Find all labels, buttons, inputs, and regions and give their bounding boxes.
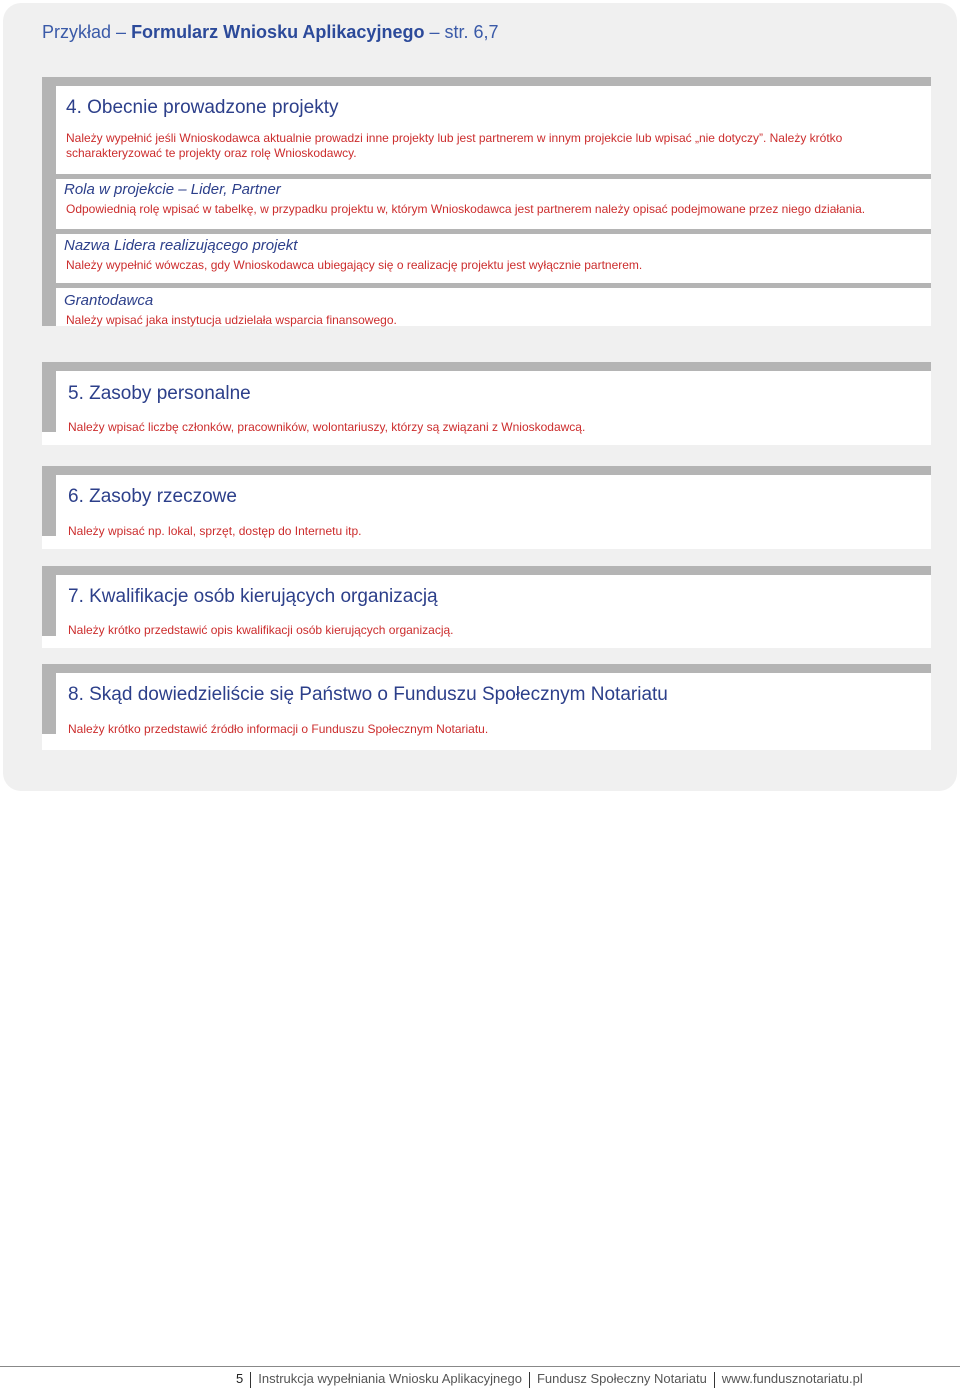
subsection-role-title: Rola w projekcie – Lider, Partner	[64, 181, 281, 198]
section-8-box	[42, 664, 931, 750]
section-4-desc: Należy wypełnić jeśli Wnioskodawca aktualnie prowadzi inne projekty lub jest partnerem w innym projekcie lub wpisać „nie dotyczy”. Należy krótko scharakteryzować te projekty oraz rolę Wnioskodawcy.	[66, 131, 843, 160]
section-6-top-bar	[42, 466, 931, 475]
subsection-leader-desc: Należy wypełnić wówczas, gdy Wnioskodawca ubiegający się o realizację projektu jest wyłącznie partnerem.	[66, 258, 643, 272]
footer-separator	[529, 1372, 530, 1388]
section-5-desc: Należy wpisać liczbę członków, pracowników, wolontariuszy, którzy są związani z Wnioskodawcą.	[68, 420, 586, 434]
subsection-role-desc: Odpowiednią rolę wpisać w tabelkę, w przypadku projektu w, którym Wnioskodawca jest partnerem należy opisać podejmowane przez niego działania.	[66, 202, 866, 216]
footer-separator	[250, 1372, 251, 1388]
section-4-left-bar	[42, 77, 56, 326]
section-8-title: 8. Skąd dowiedzieliście się Państwo o Funduszu Społecznym Notariatu	[68, 684, 668, 705]
footer-separator	[714, 1372, 715, 1388]
section-7-title: 7. Kwalifikacje osób kierujących organizacją	[68, 586, 438, 607]
header-prefix: Przykład –	[42, 22, 127, 42]
header-suffix: – str. 6,7	[429, 22, 499, 42]
page-header	[42, 22, 499, 43]
section-8-desc: Należy krótko przedstawić źródło informacji o Funduszu Społecznym Notariatu.	[68, 722, 489, 736]
section-6-left-bar	[42, 466, 56, 536]
subsection-leader-title: Nazwa Lidera realizującego projekt	[64, 237, 298, 254]
page-number: 5	[236, 1371, 244, 1386]
subsection-grantor-desc: Należy wpisać jaka instytucja udzielała wsparcia finansowego.	[66, 313, 397, 327]
section-4-top-bar	[42, 77, 931, 86]
footer-url-link[interactable]: www.fundusznotariatu.pl	[721, 1371, 863, 1386]
header-title: Formularz Wniosku Aplikacyjnego	[131, 22, 425, 42]
footer-doc-title: Instrukcja wypełniania Wniosku Aplikacyjnego	[258, 1371, 522, 1386]
section-5-top-bar	[42, 362, 931, 371]
section-5-left-bar	[42, 362, 56, 432]
footer-org: Fundusz Społeczny Notariatu	[536, 1371, 707, 1386]
section-7-top-bar	[42, 566, 931, 575]
section-6-desc: Należy wpisać np. lokal, sprzęt, dostęp do Internetu itp.	[68, 524, 362, 538]
subsection-divider	[56, 283, 931, 288]
subsection-grantor-title: Grantodawca	[64, 292, 154, 309]
section-4-title: 4. Obecnie prowadzone projekty	[66, 97, 339, 118]
section-5-title: 5. Zasoby personalne	[68, 383, 251, 404]
section-8-left-bar	[42, 664, 56, 734]
section-7-desc: Należy krótko przedstawić opis kwalifikacji osób kierujących organizacją.	[68, 623, 454, 637]
footer-divider	[0, 1366, 960, 1367]
subsection-divider	[56, 229, 931, 234]
section-7-left-bar	[42, 566, 56, 636]
subsection-divider	[56, 174, 931, 179]
section-8-top-bar	[42, 664, 931, 673]
page-footer	[236, 1371, 863, 1388]
section-6-title: 6. Zasoby rzeczowe	[68, 486, 237, 507]
